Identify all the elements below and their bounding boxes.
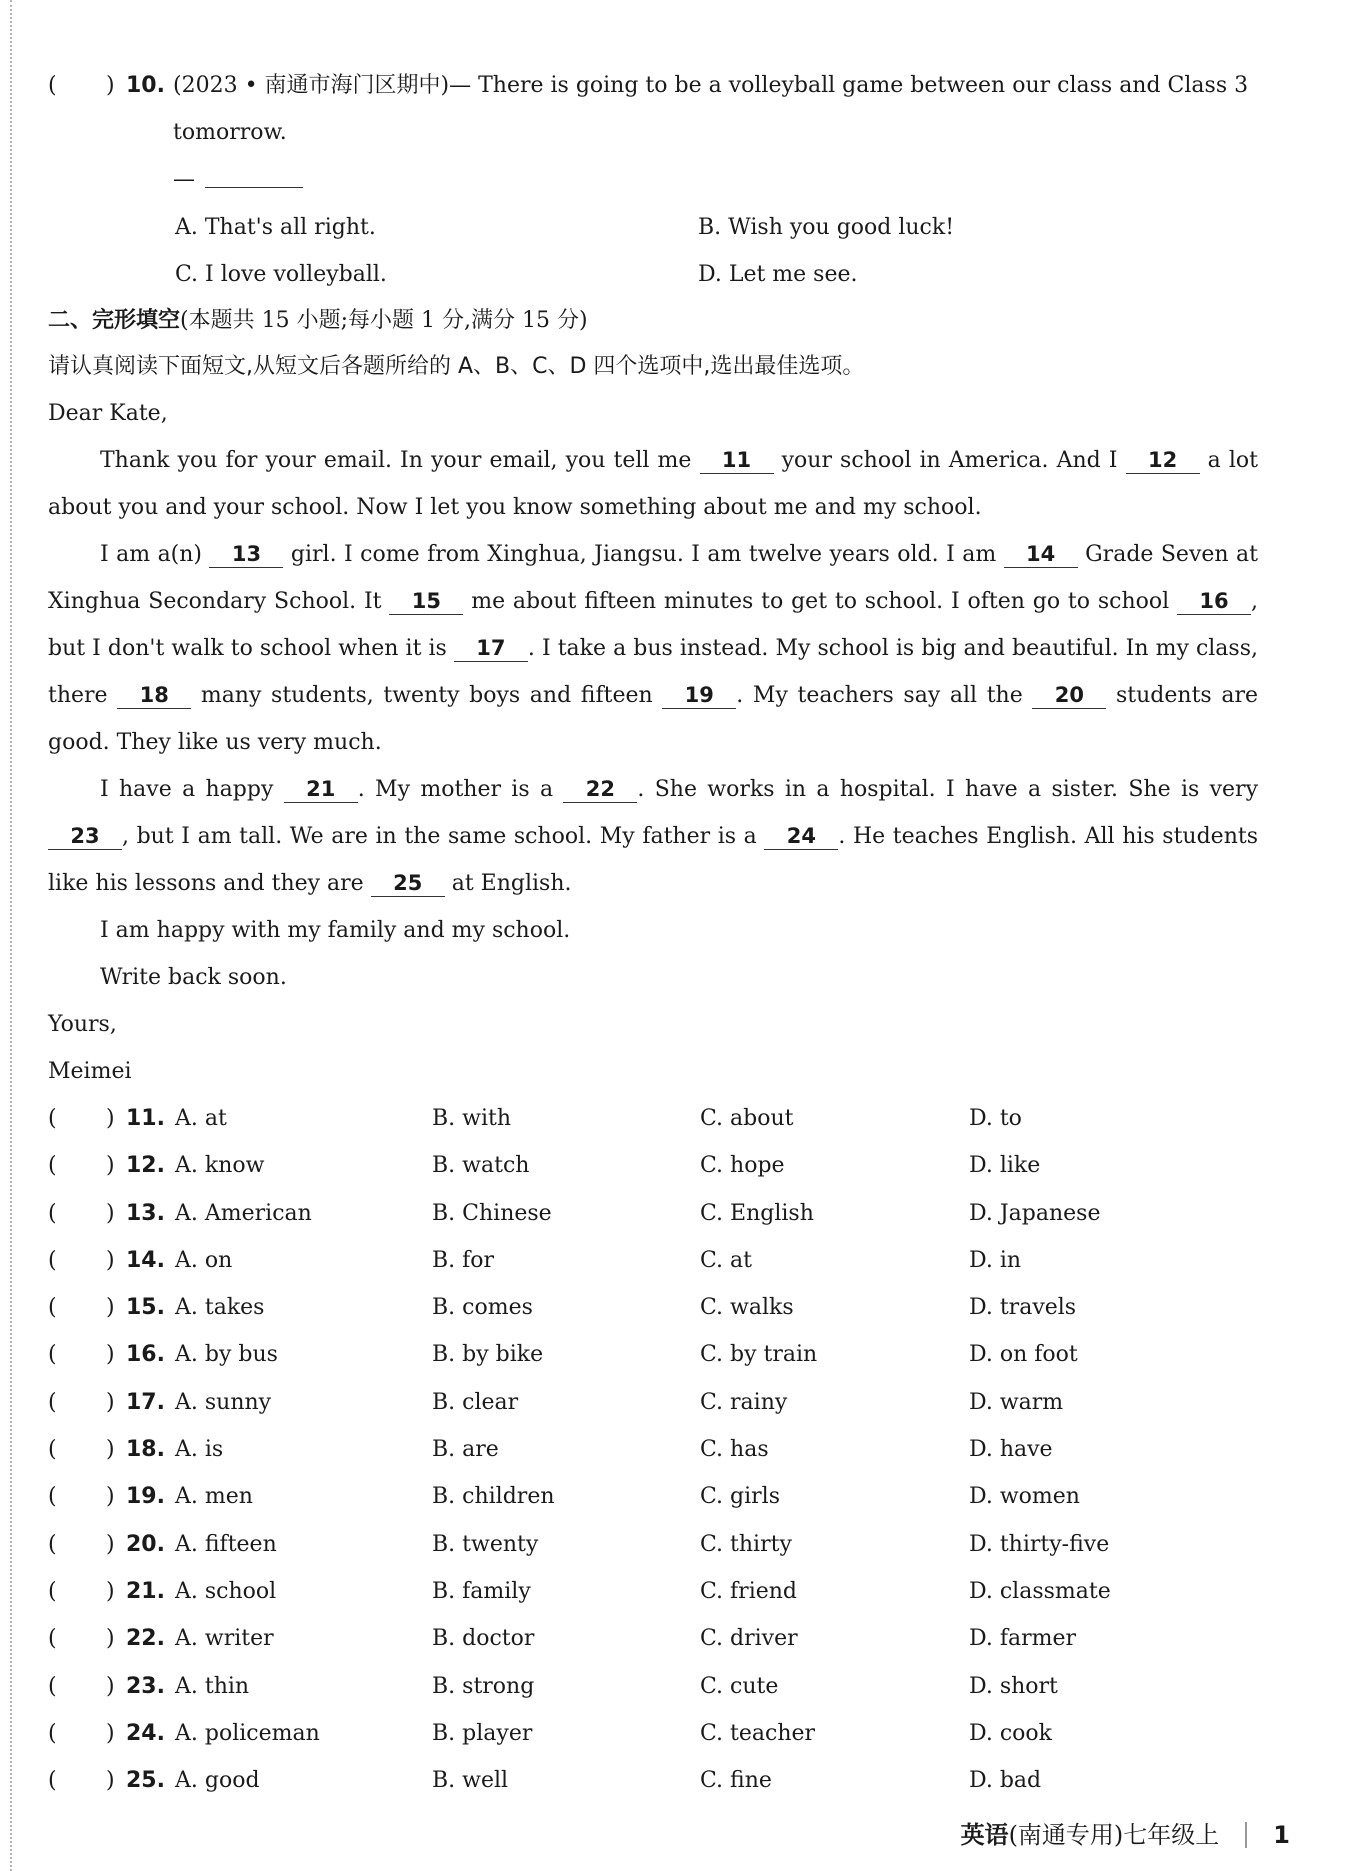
question-row: [48, 1710, 1258, 1757]
option-a[interactable]: A. That's all right.: [175, 215, 376, 240]
question-row: [48, 1615, 1258, 1662]
option-b[interactable]: B. watch: [432, 1153, 530, 1179]
question-row: [48, 1331, 1258, 1378]
option-c[interactable]: C. has: [700, 1437, 769, 1463]
answer-parentheses[interactable]: ( ): [48, 1720, 115, 1746]
options-row: [48, 204, 1258, 251]
question-number: 10.: [126, 73, 165, 98]
option-a[interactable]: A. takes: [175, 1295, 265, 1321]
paragraph-2: I am a(n) 13 girl. I come from Xinghua, Jiangsu. I am twelve years old. I am 14 Grade Seven at Xinghua Secondary School. It 15 me about fifteen minutes to get to school. I often go to school 16 , but I don't walk to school when it is 17 . I take a bus instead. My school is big and beautiful. In my class, there 18 many students, twenty boys and fifteen 19 . My teachers say all the 20 students are good. They like us very much.: [48, 542, 1258, 755]
option-b[interactable]: B. with: [432, 1106, 512, 1131]
blank-18[interactable]: 18: [117, 682, 191, 709]
answer-parentheses[interactable]: ( ): [48, 1200, 115, 1226]
answer-parentheses[interactable]: ( ): [48, 1342, 115, 1368]
answer-parentheses[interactable]: ( ): [48, 1389, 115, 1415]
page-number: 1: [1273, 1821, 1290, 1849]
question-number: 17.: [126, 1389, 165, 1415]
option-b[interactable]: B. twenty: [432, 1531, 539, 1557]
blank-25[interactable]: 25: [371, 870, 445, 897]
option-b[interactable]: B. by bike: [432, 1342, 544, 1368]
option-a[interactable]: A. fifteen: [175, 1531, 277, 1557]
option-b[interactable]: B. family: [432, 1578, 531, 1604]
option-b[interactable]: B. clear: [432, 1389, 519, 1415]
question-number: 24.: [126, 1720, 165, 1746]
option-c[interactable]: C. girls: [700, 1484, 780, 1510]
option-c[interactable]: C. teacher: [700, 1720, 816, 1746]
blank-23[interactable]: 23: [48, 823, 122, 850]
worksheet-page: [48, 62, 1258, 1804]
option-c[interactable]: C. driver: [700, 1626, 798, 1652]
answer-parentheses[interactable]: ( ): [48, 1247, 115, 1273]
footer-edition: (南通专用)七年级上: [1008, 1821, 1220, 1849]
question-row: [48, 1095, 1258, 1142]
answer-parentheses[interactable]: ( ): [48, 1578, 115, 1604]
cloze-options-list: [48, 1095, 1258, 1804]
option-a[interactable]: A. on: [175, 1247, 233, 1273]
option-c[interactable]: C. I love volleyball.: [175, 262, 387, 287]
question-number: 18.: [126, 1437, 165, 1463]
paragraph-4: I am happy with my family and my school.: [100, 918, 571, 943]
option-d[interactable]: D. Japanese: [969, 1200, 1101, 1226]
option-c[interactable]: C. fine: [700, 1768, 772, 1794]
option-a[interactable]: A. men: [175, 1484, 253, 1510]
reply-dash: —: [173, 167, 195, 192]
question-row: [48, 1663, 1258, 1710]
question-number: 22.: [126, 1626, 165, 1652]
option-c[interactable]: C. by train: [700, 1342, 818, 1368]
option-b[interactable]: B. are: [432, 1437, 499, 1463]
blank-17[interactable]: 17: [454, 635, 528, 662]
cloze-passage: [48, 390, 1258, 1095]
question-number: 21.: [126, 1578, 165, 1604]
option-d[interactable]: D. on foot: [969, 1342, 1078, 1368]
option-d[interactable]: D. travels: [969, 1295, 1077, 1321]
answer-parentheses[interactable]: ( ): [48, 1531, 115, 1557]
option-a[interactable]: A. thin: [175, 1673, 250, 1699]
option-a[interactable]: A. American: [175, 1200, 312, 1226]
option-d[interactable]: D. warm: [969, 1389, 1064, 1415]
binding-margin-line: [10, 0, 12, 1871]
option-a[interactable]: A. by bus: [175, 1342, 278, 1368]
option-b[interactable]: B. children: [432, 1484, 555, 1510]
option-d[interactable]: D. cook: [969, 1720, 1052, 1746]
option-c[interactable]: C. English: [700, 1200, 814, 1226]
question-row: [48, 1142, 1258, 1189]
question-number: 12.: [126, 1153, 165, 1179]
blank-22[interactable]: 22: [563, 776, 637, 803]
option-c[interactable]: C. hope: [700, 1153, 785, 1179]
blank-11[interactable]: 11: [700, 447, 774, 474]
option-d[interactable]: D. Let me see.: [698, 262, 858, 287]
option-c[interactable]: C. rainy: [700, 1389, 788, 1415]
blank-24[interactable]: 24: [764, 823, 838, 850]
option-d[interactable]: D. to: [969, 1106, 1022, 1131]
option-b[interactable]: B. doctor: [432, 1626, 535, 1652]
blank-21[interactable]: 21: [284, 776, 358, 803]
letter-greeting: Dear Kate,: [48, 401, 168, 426]
question-10: [48, 62, 1258, 110]
option-b[interactable]: B. player: [432, 1720, 533, 1746]
answer-parentheses[interactable]: ( ): [48, 1106, 115, 1131]
blank-19[interactable]: 19: [662, 682, 736, 709]
option-d[interactable]: D. classmate: [969, 1578, 1111, 1604]
option-d[interactable]: D. bad: [969, 1768, 1042, 1794]
question-number: 11.: [126, 1106, 165, 1131]
blank-12[interactable]: 12: [1126, 447, 1200, 474]
options-row: [48, 251, 1258, 298]
option-c[interactable]: C. about: [700, 1106, 794, 1131]
question-row: [48, 1568, 1258, 1615]
option-b[interactable]: B. well: [432, 1768, 509, 1794]
section-title: 二、完形填空: [48, 308, 181, 333]
letter-signature: Meimei: [48, 1059, 132, 1084]
blank-16[interactable]: 16: [1177, 588, 1251, 615]
page-footer: [961, 1815, 1290, 1855]
question-row: [48, 1426, 1258, 1473]
question-row: [48, 1190, 1258, 1237]
option-a[interactable]: A. sunny: [175, 1389, 272, 1415]
answer-parentheses[interactable]: ( ): [48, 1437, 115, 1463]
option-a[interactable]: A. good: [175, 1768, 260, 1794]
option-d[interactable]: D. in: [969, 1247, 1022, 1273]
option-b[interactable]: B. for: [432, 1247, 495, 1273]
answer-parentheses[interactable]: ( ): [48, 1295, 115, 1321]
footer-subject: 英语: [960, 1821, 1009, 1849]
option-d[interactable]: D. women: [969, 1484, 1080, 1510]
option-c[interactable]: C. at: [700, 1247, 752, 1273]
letter-closing: Yours,: [48, 1012, 117, 1037]
option-d[interactable]: D. have: [969, 1437, 1053, 1463]
option-c[interactable]: C. friend: [700, 1578, 798, 1604]
option-b[interactable]: B. Chinese: [432, 1200, 552, 1226]
option-d[interactable]: D. thirty-five: [969, 1531, 1110, 1557]
question-number: 19.: [126, 1484, 165, 1510]
paragraph-5: Write back soon.: [100, 965, 287, 990]
question-row: [48, 1757, 1258, 1804]
option-b[interactable]: B. comes: [432, 1295, 533, 1321]
option-c[interactable]: C. walks: [700, 1295, 794, 1321]
question-stem: (2023 • 南通市海门区期中)— There is going to be a volleyball game between our class and Class 3: [173, 73, 1249, 98]
blank-15[interactable]: 15: [389, 588, 463, 615]
paragraph-3: I have a happy 21 . My mother is a 22 . She works in a hospital. I have a sister. She is very 23 , but I am tall. We are in the same school. My father is a 24 . He teaches English. All his students like his lessons and they are 25 at English.: [48, 777, 1258, 896]
option-d[interactable]: D. like: [969, 1153, 1041, 1179]
paragraph-1: Thank you for your email. In your email, you tell me 11 your school in America. And I 12 a lot about you and your school. Now I let you know something about me and my school.: [48, 448, 1258, 520]
question-row: [48, 1473, 1258, 1520]
reply-line: [48, 156, 1258, 204]
reply-blank[interactable]: [205, 157, 303, 188]
question-row: [48, 1521, 1258, 1568]
question-stem-continued: tomorrow.: [173, 120, 287, 145]
question-number: 23.: [126, 1673, 165, 1699]
option-a[interactable]: A. know: [175, 1153, 265, 1179]
footer-divider: [1245, 1822, 1247, 1848]
section-score: (本题共 15 小题;每小题 1 分,满分 15 分): [180, 308, 588, 333]
answer-parentheses[interactable]: ( ): [48, 73, 115, 98]
answer-parentheses[interactable]: ( ): [48, 1673, 115, 1699]
option-a[interactable]: A. at: [175, 1106, 227, 1131]
option-a[interactable]: A. is: [175, 1437, 224, 1463]
option-a[interactable]: A. policeman: [175, 1720, 320, 1746]
option-d[interactable]: D. short: [969, 1673, 1058, 1699]
question-row: [48, 1284, 1258, 1331]
question-number: 20.: [126, 1531, 165, 1557]
answer-parentheses[interactable]: ( ): [48, 1153, 115, 1179]
section-heading: [48, 298, 1258, 344]
question-row: [48, 1379, 1258, 1426]
answer-parentheses[interactable]: ( ): [48, 1626, 115, 1652]
blank-13[interactable]: 13: [209, 541, 283, 568]
question-number: 16.: [126, 1342, 165, 1368]
option-c[interactable]: C. cute: [700, 1673, 779, 1699]
blank-20[interactable]: 20: [1032, 682, 1106, 709]
question-number: 25.: [126, 1768, 165, 1794]
answer-parentheses[interactable]: ( ): [48, 1768, 115, 1794]
question-row: [48, 1237, 1258, 1284]
question-number: 15.: [126, 1295, 165, 1321]
option-b[interactable]: B. strong: [432, 1673, 535, 1699]
option-d[interactable]: D. farmer: [969, 1626, 1077, 1652]
section-instruction: 请认真阅读下面短文,从短文后各题所给的 A、B、C、D 四个选项中,选出最佳选项。: [48, 354, 865, 379]
option-a[interactable]: A. writer: [175, 1626, 274, 1652]
option-b[interactable]: B. Wish you good luck!: [698, 215, 955, 240]
answer-parentheses[interactable]: ( ): [48, 1484, 115, 1510]
question-number: 14.: [126, 1247, 165, 1273]
question-number: 13.: [126, 1200, 165, 1226]
option-a[interactable]: A. school: [175, 1578, 277, 1604]
blank-14[interactable]: 14: [1004, 541, 1078, 568]
option-c[interactable]: C. thirty: [700, 1531, 792, 1557]
